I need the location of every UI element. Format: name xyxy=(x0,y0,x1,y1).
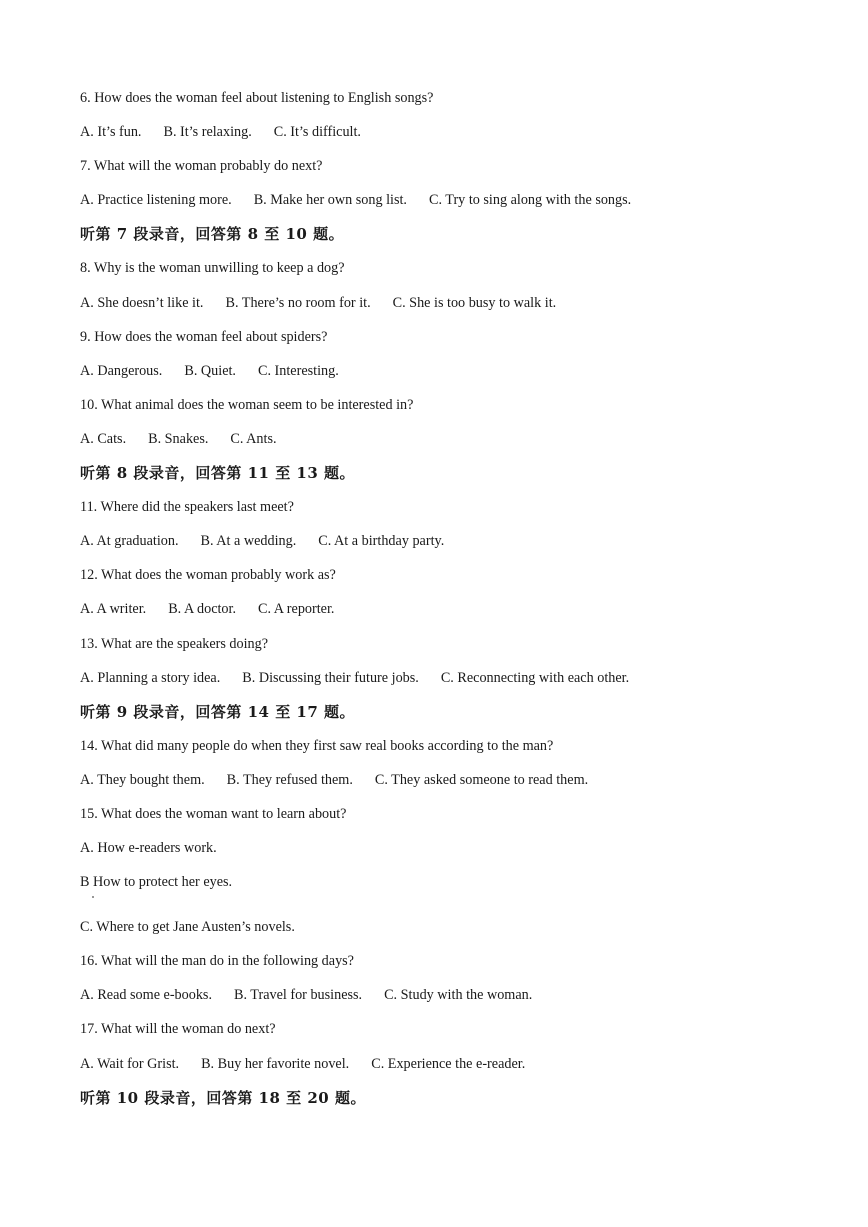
section-heading-7: 听第 7 段录音，回答第 8 至 10 题。 xyxy=(80,225,345,244)
option-c: C. Study with the woman. xyxy=(384,987,533,1004)
option-c: C. Experience the e-reader. xyxy=(371,1055,526,1072)
option-c: C. Interesting. xyxy=(257,362,339,379)
option-b-text: B How to protect her eyes. xyxy=(80,874,233,891)
option-a: A. Practice listening more. xyxy=(80,192,232,209)
option-c: C. Ants. xyxy=(230,430,277,447)
question-10: 10. What animal does the woman seem to be interested in? xyxy=(80,396,414,413)
question-16: 16. What will the man do in the following days? xyxy=(80,953,354,970)
option-c: C. Reconnecting with each other. xyxy=(440,669,630,686)
option-c: C. At a birthday party. xyxy=(318,533,445,550)
question-14: 14. What did many people do when they first saw real books according to the man? xyxy=(80,737,554,754)
question-12: 12. What does the woman probably work as? xyxy=(80,567,336,584)
section-heading-10: 听第 10 段录音，回答第 18 至 20 题。 xyxy=(80,1088,366,1107)
option-c: C. She is too busy to walk it. xyxy=(392,294,557,311)
question-16-options xyxy=(80,983,820,1017)
option-a: A. A writer. xyxy=(80,601,147,618)
question-11: 11. Where did the speakers last meet? xyxy=(80,499,294,516)
question-6-options xyxy=(80,120,820,154)
question-15: 15. What does the woman want to learn about? xyxy=(80,805,347,822)
option-a: A. She doesn’t like it. xyxy=(80,294,204,311)
question-7-options xyxy=(80,188,820,222)
option-a: A. It’s fun. xyxy=(80,124,142,141)
question-8-options xyxy=(80,291,820,325)
exam-page xyxy=(80,86,820,1120)
question-9: 9. How does the woman feel about spiders? xyxy=(80,328,328,345)
option-b: B. Quiet. xyxy=(184,362,236,379)
question-13-options xyxy=(80,666,820,700)
option-b: B. They refused them. xyxy=(226,771,353,788)
section-heading-8: 听第 8 段录音，回答第 11 至 13 题。 xyxy=(80,464,356,483)
option-b: B. At a wedding. xyxy=(200,533,297,550)
option-a: A. Dangerous. xyxy=(80,362,163,379)
option-a: A. Planning a story idea. xyxy=(80,669,221,686)
question-13: 13. What are the speakers doing? xyxy=(80,635,269,652)
question-6: 6. How does the woman feel about listening to English songs? xyxy=(80,90,434,106)
option-a: A. They bought them. xyxy=(80,771,205,788)
option-b: B. Buy her favorite novel. xyxy=(201,1055,350,1072)
option-a: A. Wait for Grist. xyxy=(80,1055,180,1072)
option-c: C. They asked someone to read them. xyxy=(374,771,589,788)
option-c: C. A reporter. xyxy=(258,601,335,618)
option-b: B. Snakes. xyxy=(148,430,209,447)
question-17-options xyxy=(80,1052,820,1086)
section-heading-9: 听第 9 段录音，回答第 14 至 17 题。 xyxy=(80,702,356,721)
option-b: B. It’s relaxing. xyxy=(163,124,252,141)
stray-mark xyxy=(92,896,94,898)
option-a: A. Cats. xyxy=(80,430,127,447)
question-12-options xyxy=(80,597,820,631)
option-b: B. Discussing their future jobs. xyxy=(242,669,419,686)
option-b: B. Make her own song list. xyxy=(253,192,407,209)
question-15-option-a: A. How e-readers work. xyxy=(80,840,217,857)
option-c: C. It’s difficult. xyxy=(273,124,361,141)
question-17: 17. What will the woman do next? xyxy=(80,1021,276,1038)
question-7: 7. What will the woman probably do next? xyxy=(80,158,323,175)
option-a: A. At graduation. xyxy=(80,533,179,550)
question-10-options xyxy=(80,427,820,461)
option-a: A. Read some e-books. xyxy=(80,987,212,1004)
option-b: B. A doctor. xyxy=(168,601,237,618)
question-11-options xyxy=(80,529,820,563)
option-b: B. There’s no room for it. xyxy=(225,294,371,311)
option-b: B. Travel for business. xyxy=(234,987,363,1004)
question-9-options xyxy=(80,359,820,393)
question-14-options xyxy=(80,768,820,802)
question-15-option-c: C. Where to get Jane Austen’s novels. xyxy=(80,919,295,936)
option-c: C. Try to sing along with the songs. xyxy=(428,192,632,209)
question-8: 8. Why is the woman unwilling to keep a dog? xyxy=(80,260,345,277)
question-15-option-b xyxy=(80,870,820,915)
